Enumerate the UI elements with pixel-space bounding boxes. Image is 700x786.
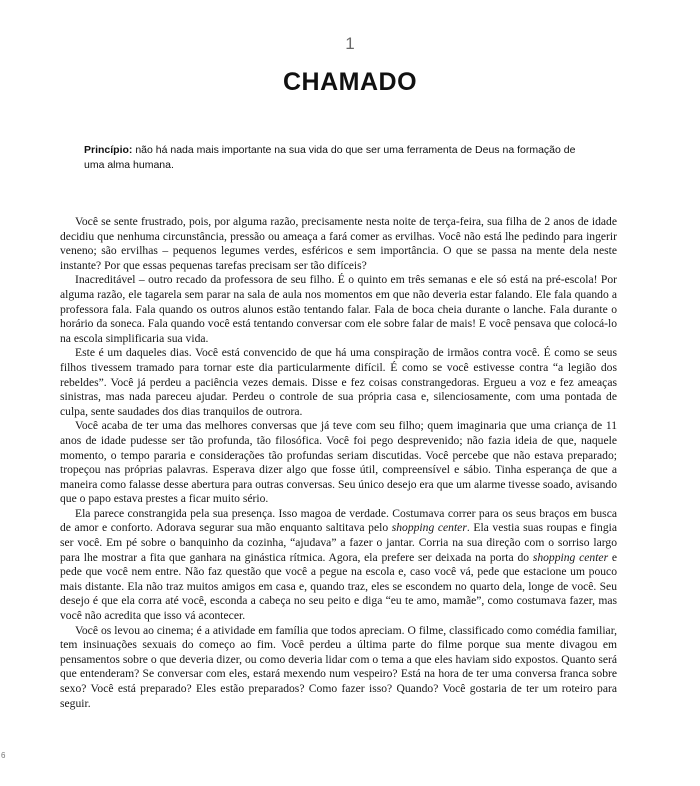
chapter-number: 1 [345, 34, 355, 53]
chapter-title: CHAMADO [282, 68, 418, 96]
body-paragraph [60, 215, 617, 273]
body-paragraph [60, 507, 617, 624]
paragraph-text: Você se sente frustrado, pois, por alguma razão, precisamente nesta noite de terça-feira, sua filha de 2 anos de idade decidiu que nenhuma circunstância, pressão ou ameaça a fará comer as ervilhas. Você não está lhe pedindo para ingerir veneno; são ervilhas – pequenos legumes verdes, esféricos e sem importância. O que se passa na mente dela neste instante? Por que essas pequenas tarefas precisam ser tão difíceis? [60, 215, 617, 272]
body-paragraph [60, 346, 617, 419]
body-paragraph [60, 624, 617, 712]
paragraph-text: Você os levou ao cinema; é a atividade em família que todos apreciam. O filme, classificado como comédia familiar, tem insinuações sexuais do começo ao fim. Você perdeu a última parte do filme porque sua mente divagou em pensamentos sobre o que deveria dizer, ou como deveria lidar com o tema a que eles haviam sido expostos. Quanto será que entenderam? Se conversar com eles, estará mexendo num vespeiro? Está na hora de ter uma conversa franca sobre sexo? Você está preparado? Eles estão preparados? Como fazer isso? Quando? Você gostaria de ter um roteiro para seguir. [60, 623, 617, 710]
paragraph-text: Você acaba de ter uma das melhores conversas que já teve com seu filho; quem imaginaria que uma criança de 11 anos de idade pudesse ser tão profunda, tão filosófica. Você foi pego desprevenido; não fazia ideia de que, naquele momento, o tempo pararia e considerações tão profundas seriam discutidas. Você percebe que não estava preparado; tropeçou nas próprias palavras. Esperava dizer algo que fosse útil, compreensível e sábio. Tinha esperança de que a maneira como falasse desse abertura para outras conversas. Seu único desejo era que um alarme tivesse soado, avisando que o papo estava prestes a ficar muito sério. [60, 419, 617, 506]
page-number: 6 [1, 751, 6, 760]
body-paragraph [60, 419, 617, 507]
paragraph-text: Ela parece constrangida pela sua presença. Isso magoa de verdade. Costumava correr para os seus braços em busca de amor e conforto. Adorava segurar sua mão enquanto saltitava pelo [60, 506, 617, 535]
italic-term: shopping center [532, 550, 609, 564]
principle-label: Princípio: [84, 144, 133, 156]
body-paragraph [60, 273, 617, 346]
paragraph-text: e pede que você nem entre. Não faz questão que você a pegue na escola e, caso você vá, pede que estacione um pouco mais distante. Ela não traz muitos amigos em casa e, quando traz, eles se escondem no quarto dela, longe de você. Seu desejo é que ela corra até você, esconda a cabeça no seu peito e diga “eu te amo, mamãe”, como costumava fazer, mas você não acredita que isso vá acontecer. [60, 550, 618, 623]
paragraph-text: Inacreditável – outro recado da professora de seu filho. É o quinto em três semanas e ele só está na pré-escola! Por alguma razão, ele tagarela sem parar na sala de aula nos momentos em que não deveria estar falando. Ele fala quando a professora fala. Fala quando os outros alunos estão tentando falar. Fala de boca cheia durante o lanche. Fala durante o horário da soneca. Fala quando você está tentando conversar com ele sobre falar de mais! E você pensava que colocá-lo na escola simplificaria sua vida. [60, 273, 617, 345]
italic-term: shopping center [391, 521, 467, 535]
principle-text: não há nada mais importante na sua vida do que ser uma ferramenta de Deus na formação de uma alma humana. [84, 144, 576, 171]
paragraph-text: Este é um daqueles dias. Você está convencido de que há uma conspiração de irmãos contra você. É como se seus filhos tivessem tramado para tornar este dia particularmente difícil. É como se você estivesse contra “a legião dos rebeldes”. Você já perdeu a paciência vezes demais. Disse e fez coisas constrangedoras. Ergueu a voz e fez ameaças sinistras, mas nada pareceu ajudar. Perdeu o controle de sua própria casa e, silenciosamente, com uma pontada de culpa, sente saudades dos dias tranquilos de outrora. [60, 346, 617, 418]
principle-box [84, 143, 584, 172]
body-text [60, 215, 617, 711]
paragraph-text: . Ela vestia suas roupas e fingia ser você. Em pé sobre o banquinho da cozinha, “ajudava” a fazer o jantar. Corria na sua direção com o sorriso largo para lhe mostrar a fita que ganhara na ginástica rítmica. Agora, ela prefere ser deixada na porta do [60, 521, 617, 564]
